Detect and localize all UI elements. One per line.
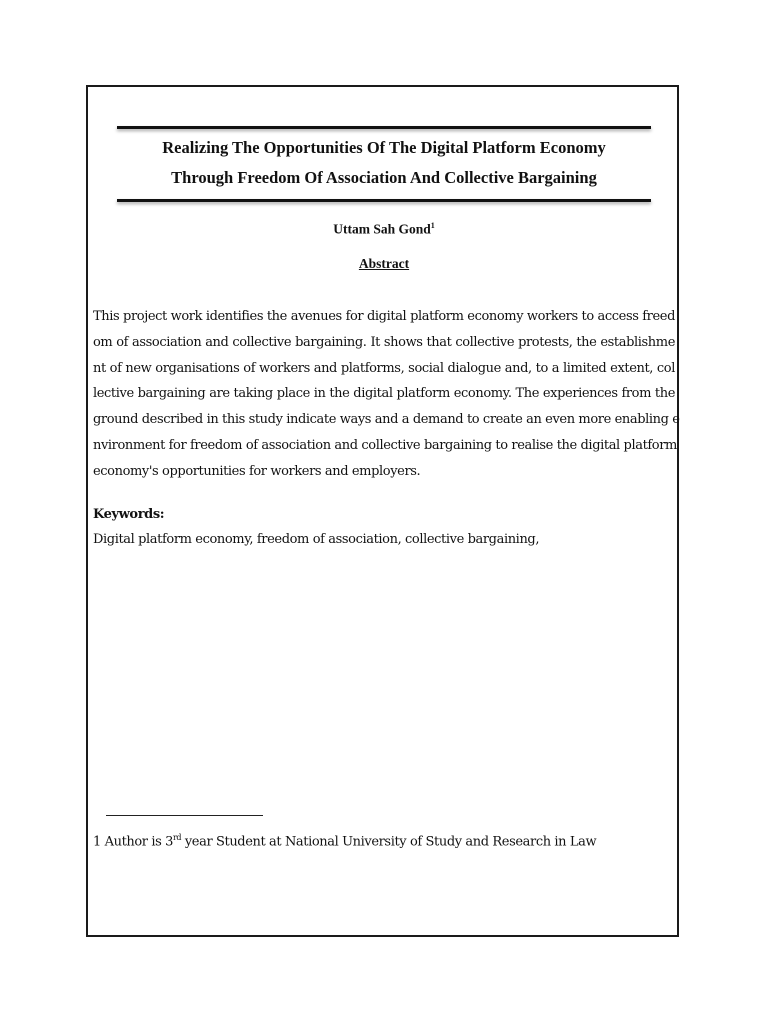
abstract-line: economy's opportunities for workers and employers. (93, 463, 421, 479)
abstract-line: nvironment for freedom of association and collective bargaining to realise the digital platform (93, 437, 677, 453)
abstract-body (93, 304, 680, 485)
keywords-heading: Keywords: (93, 507, 165, 522)
document-title-line-1: Realizing The Opportunities Of The Digital Platform Economy (162, 138, 606, 157)
keywords-text: Digital platform economy, freedom of association, collective bargaining, (93, 532, 540, 547)
abstract-heading: Abstract (358, 256, 410, 271)
document-title-line-2: Through Freedom Of Association And Collective Bargaining (171, 168, 597, 187)
abstract-line: ground described in this study indicate ways and a demand to create an even more enabling e (93, 412, 680, 428)
abstract-line: This project work identifies the avenues for digital platform economy workers to access freed (93, 309, 675, 324)
footnote-separator (106, 815, 263, 816)
abstract-line: lective bargaining are taking place in the digital platform economy. The experiences from the (93, 386, 675, 402)
author-name (100, 221, 668, 238)
footnote-superscript: rd (172, 833, 182, 842)
page-border (86, 85, 679, 937)
title-bottom-rule (117, 199, 651, 202)
abstract-line: om of association and collective bargaining. It shows that collective protests, the establishme (93, 334, 675, 350)
abstract-line: nt of new organisations of workers and platforms, social dialogue and, to a limited extent, col (93, 360, 675, 376)
footnote-suffix: year Student at National University of Study and Research in Law (181, 834, 597, 850)
author-footnote-marker: 1 (430, 221, 435, 230)
author-name-text: Uttam Sah Gond (333, 221, 431, 237)
footnote-prefix: 1 Author is 3 (93, 834, 173, 850)
footnote (93, 833, 596, 849)
title-top-rule (117, 126, 651, 129)
